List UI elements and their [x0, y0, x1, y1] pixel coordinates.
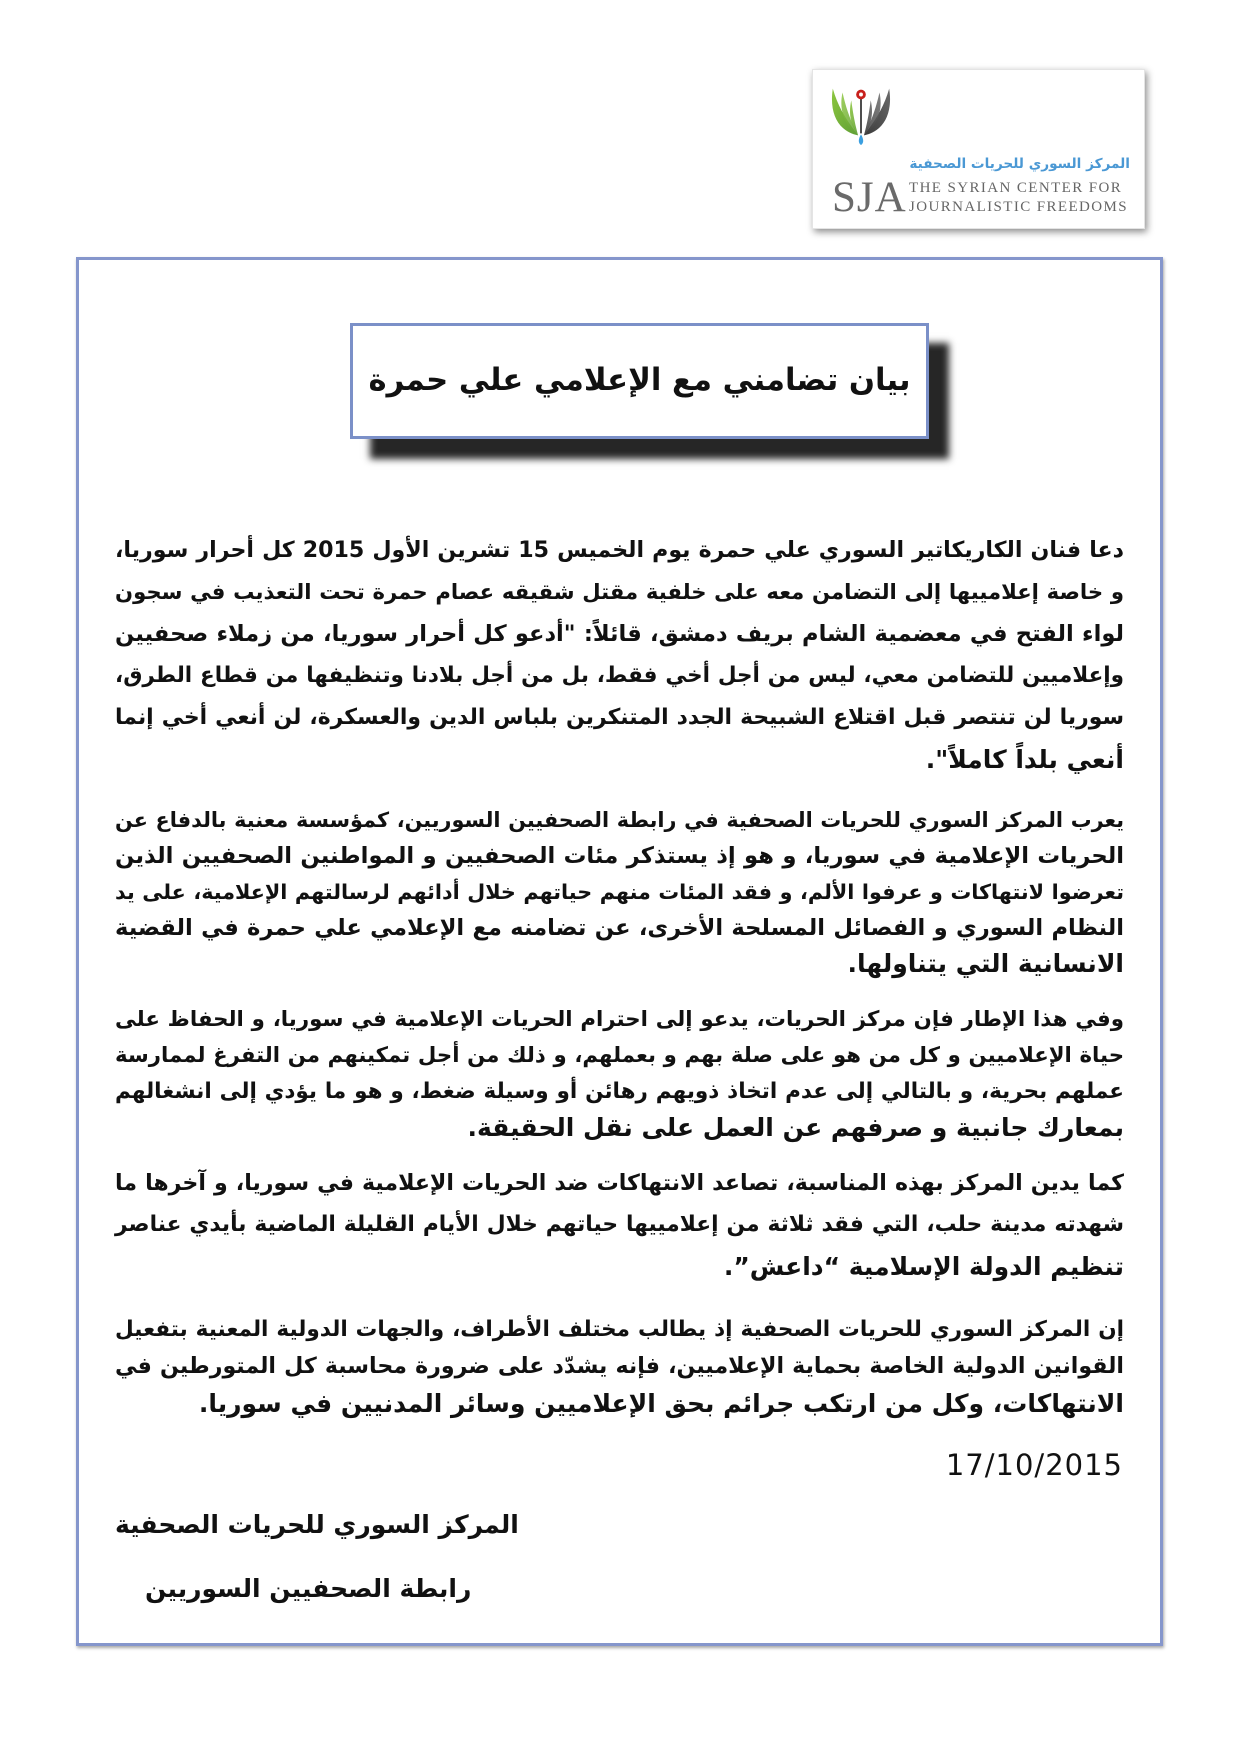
paragraph-line: سوريا لن تنتصر قبل اقتلاع الشبيحة الجدد المتنكرين بلباس الدين والعسكرة، لن أنعي أخي إنما [115, 705, 1124, 730]
left-wing [832, 89, 858, 136]
logo-english-line-2: JOURNALISTIC FREEDOMS [909, 199, 1129, 215]
paragraph-1 [115, 529, 1124, 781]
signature-center: المركز السوري للحريات الصحفية [115, 1510, 519, 1539]
logo-abbreviation: SJA [832, 174, 907, 221]
paragraph-line: تعرضوا لانتهاكات و عرفوا الألم، و فقد المئات منهم حياتهم خلال أدائهم لرسالتهم الإعلامية، على يد [115, 880, 1124, 904]
paragraph-line: الانتهاكات، وكل من ارتكب جرائم بحق الإعلاميين وسائر المدنيين في سوريا. [198, 1389, 1124, 1418]
paragraph-5 [115, 1311, 1124, 1422]
paragraph-2 [115, 802, 1124, 982]
logo-arabic-name: المركز السوري للحريات الصحفية [909, 156, 1130, 172]
pen-nib [860, 96, 862, 133]
paragraph-line: الانسانية التي يتناولها. [847, 949, 1124, 978]
statement-title: بيان تضامني مع الإعلامي علي حمرة [368, 363, 911, 398]
organization-logo [812, 69, 1145, 229]
paragraph-line: وفي هذا الإطار فإن مركز الحريات، يدعو إلى احترام الحريات الإعلامية في سوريا، و الحفاظ على [115, 1007, 1124, 1032]
signature-league: رابطة الصحفيين السوريين [145, 1574, 472, 1603]
statement-date: 17/10/2015 [945, 1448, 1123, 1482]
right-wing [864, 89, 890, 136]
paragraph-4 [115, 1162, 1124, 1288]
paragraph-line: أنعي بلداً كاملاً". [925, 745, 1124, 774]
title-box [350, 323, 929, 439]
paragraph-line: بمعارك جانبية و صرفهم عن العمل على نقل الحقيقة. [467, 1113, 1124, 1142]
paragraph-line: حياة الإعلاميين و كل من هو على صلة بهم و بعملهم، و ذلك من أجل تمكينهم من التفرغ لممارسة [115, 1043, 1124, 1068]
paragraph-line: الحريات الإعلامية في سوريا، و هو إذ يستذكر مئات الصحفيين و المواطنين الصحفيين الذين [115, 843, 1124, 869]
paragraph-line: شهدته مدينة حلب، التي فقد ثلاثة من إعلامييها حياتهم خلال الأيام القليلة الماضية بأيدي عناصر [115, 1212, 1124, 1237]
paragraph-line: تنظيم الدولة الإسلامية “داعش”. [723, 1252, 1124, 1281]
paragraph-line: لواء الفتح في معضمية الشام بريف دمشق، قائلاً: "أدعو كل أحرار سوريا، من زملاء صحفيين [115, 621, 1124, 647]
wings-pen-nib-icon [826, 77, 896, 147]
paragraph-line: دعا فنان الكاريكاتير السوري علي حمرة يوم الخميس 15 تشرين الأول 2015 كل أحرار سوريا، [115, 537, 1124, 563]
paragraph-3 [115, 1002, 1124, 1146]
paragraph-line: يعرب المركز السوري للحريات الصحفية في رابطة الصحفيين السوريين، كمؤسسة معنية بالدفاع عن [115, 808, 1124, 832]
paragraph-line: القوانين الدولية الخاصة بحماية الإعلاميين، فإنه يشدّد على ضرورة محاسبة كل المتورطين في [115, 1353, 1124, 1379]
paragraph-line: عملهم بحرية، و بالتالي إلى عدم اتخاذ ذويهم رهائن أو وسيلة ضغط، و هو ما يؤدي إلى انشغالهم [115, 1079, 1124, 1104]
paragraph-line: إن المركز السوري للحريات الصحفية إذ يطالب مختلف الأطراف، والجهات الدولية المعنية بتفعيل [115, 1317, 1124, 1342]
ink-drop [859, 134, 863, 145]
logo-english-line-1: THE SYRIAN CENTER FOR [909, 180, 1123, 196]
paragraph-line: كما يدين المركز بهذه المناسبة، تصاعد الانتهاكات ضد الحريات الإعلامية في سوريا، و آخرها ما [115, 1170, 1124, 1196]
paragraph-line: النظام السوري و الفصائل المسلحة الأخرى، عن تضامنه مع الإعلامي علي حمرة في القضية [115, 915, 1124, 941]
paragraph-line: وإعلاميين للتضامن معي، ليس من أجل أخي فقط، بل من أجل بلادنا وتنظيفها من قطاع الطرق، [115, 663, 1124, 688]
paragraph-line: و خاصة إعلامييها إلى التضامن معه على خلفية مقتل شقيقه عصام حمرة تحت التعذيب في سجون [115, 579, 1124, 604]
